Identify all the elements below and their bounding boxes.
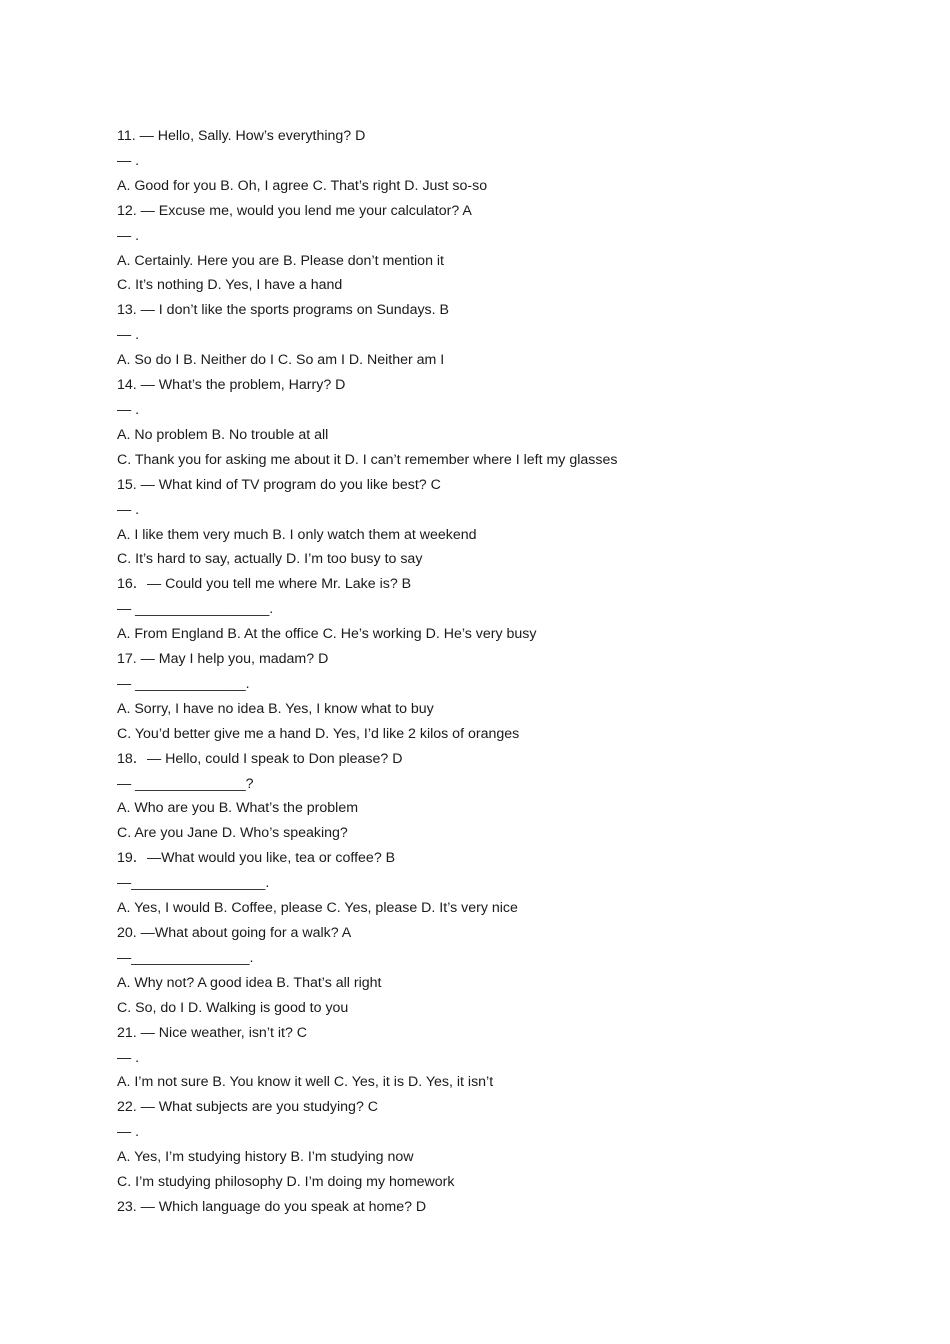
- question-list: [117, 124, 897, 1220]
- question-21-response: — .: [117, 1049, 140, 1066]
- question-22-prompt: 22. — What subjects are you studying? C: [117, 1099, 379, 1116]
- question-16-options: A. From England B. At the office C. He’s working D. He’s very busy: [117, 626, 537, 643]
- question-15-response: — .: [117, 501, 140, 518]
- question-16-response: — _________________.: [117, 601, 274, 618]
- question-18-prompt: 18．— Hello, could I speak to Don please? D: [117, 750, 403, 767]
- question-21-prompt: 21. — Nice weather, isn’t it? C: [117, 1024, 308, 1041]
- question-20-prompt: 20. —What about going for a walk? A: [117, 925, 352, 941]
- question-15-options-ab: A. I like them very much B. I only watch them at weekend: [117, 526, 477, 543]
- question-22-response: — .: [117, 1124, 140, 1141]
- question-14-options-ab: A. No problem B. No trouble at all: [117, 426, 329, 443]
- question-15-options-cd: C. It’s hard to say, actually D. I’m too busy to say: [117, 551, 423, 568]
- question-22-options-cd: C. I’m studying philosophy D. I’m doing my homework: [117, 1174, 455, 1191]
- question-11-response: — .: [117, 152, 140, 169]
- question-17-options-ab: A. Sorry, I have no idea B. Yes, I know what to buy: [117, 700, 434, 717]
- question-21-options: A. I’m not sure B. You know it well C. Yes, it is D. Yes, it isn’t: [117, 1074, 494, 1091]
- question-12-response: — .: [117, 227, 140, 244]
- question-13-response: — .: [117, 327, 140, 344]
- question-17-prompt: 17. — May I help you, madam? D: [117, 651, 329, 668]
- question-14-options-cd: C. Thank you for asking me about it D. I can’t remember where I left my glasses: [117, 451, 618, 468]
- question-11-options: A. Good for you B. Oh, I agree C. That’s right D. Just so-so: [117, 177, 488, 194]
- question-19-options: A. Yes, I would B. Coffee, please C. Yes, please D. It’s very nice: [117, 900, 518, 917]
- question-11-prompt: 11. — Hello, Sally. How’s everything? D: [117, 128, 366, 144]
- question-17-response: — ______________.: [117, 675, 250, 692]
- question-20-response: —_______________.: [117, 949, 254, 966]
- question-19-prompt: 19．—What would you like, tea or coffee? B: [117, 850, 396, 867]
- question-17-options-cd: C. You’d better give me a hand D. Yes, I’d like 2 kilos of oranges: [117, 725, 520, 742]
- question-14-response: — .: [117, 401, 140, 418]
- question-18-response: — ______________?: [117, 775, 254, 792]
- question-18-options-cd: C. Are you Jane D. Who’s speaking?: [117, 825, 348, 842]
- question-15-prompt: 15. — What kind of TV program do you like best? C: [117, 476, 441, 493]
- question-16-prompt: 16．— Could you tell me where Mr. Lake is? B: [117, 576, 412, 593]
- question-23-prompt: 23. — Which language do you speak at home? D: [117, 1198, 427, 1215]
- question-12-prompt: 12. — Excuse me, would you lend me your calculator? A: [117, 202, 472, 219]
- question-19-response: —_________________.: [117, 875, 270, 892]
- question-22-options-ab: A. Yes, I’m studying history B. I’m studying now: [117, 1149, 414, 1166]
- question-20-options-cd: C. So, do I D. Walking is good to you: [117, 999, 349, 1016]
- question-13-options: A. So do I B. Neither do I C. So am I D. Neither am I: [117, 352, 445, 369]
- question-12-options-cd: C. It’s nothing D. Yes, I have a hand: [117, 277, 343, 294]
- question-14-prompt: 14. — What’s the problem, Harry? D: [117, 377, 346, 394]
- question-20-options-ab: A. Why not? A good idea B. That’s all right: [117, 974, 382, 991]
- question-13-prompt: 13. — I don’t like the sports programs on Sundays. B: [117, 302, 449, 319]
- question-12-options-ab: A. Certainly. Here you are B. Please don’t mention it: [117, 252, 444, 269]
- question-18-options-ab: A. Who are you B. What’s the problem: [117, 800, 359, 817]
